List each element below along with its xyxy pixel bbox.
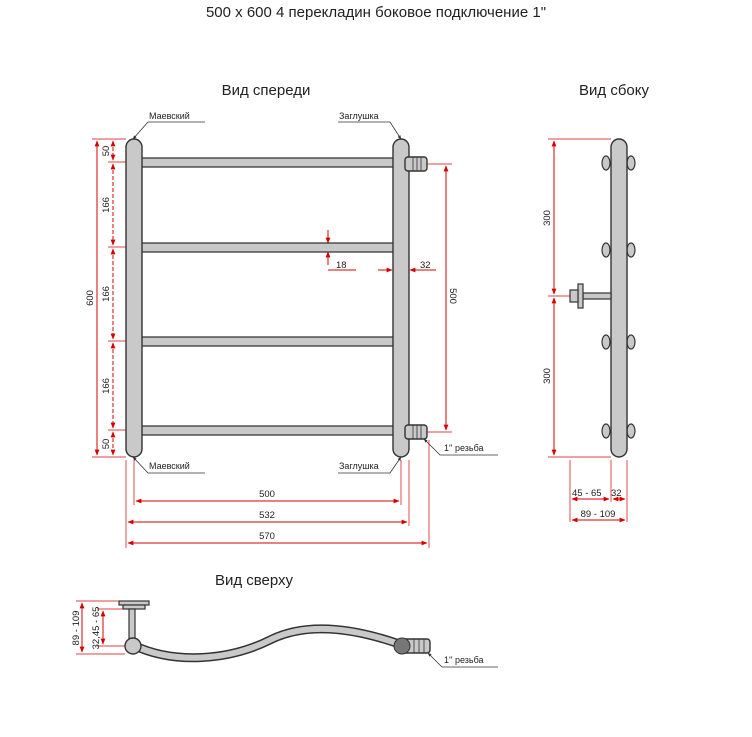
side-dim-300-bottom-label: 300 — [542, 368, 553, 384]
thread-front-label: 1'' резьба — [444, 443, 484, 453]
side-knob-right-3 — [627, 335, 635, 349]
front-view — [85, 82, 498, 548]
side-dim-300-top-label: 300 — [542, 210, 553, 226]
top-dim-32-45-65-label: 32,45 - 65 — [91, 606, 102, 650]
dim-166-b-label: 166 — [101, 286, 112, 302]
dim-50-top-label: 50 — [101, 145, 112, 157]
dim-532-label: 532 — [259, 510, 275, 521]
page-title: 500 x 600 4 перекладин боковое подключение 1" — [205, 4, 547, 21]
dim-570-label: 570 — [259, 531, 275, 542]
side-bracket-base — [570, 290, 578, 302]
left-vertical-pipe — [126, 139, 142, 457]
dim-500-vertical-label: 500 — [447, 288, 458, 304]
side-knob-right-1 — [627, 156, 635, 170]
side-view-heading: Вид сбоку — [579, 82, 649, 99]
side-dim-32-label: 32 — [611, 488, 622, 499]
top-view — [71, 572, 498, 667]
side-knob-left-1 — [602, 156, 610, 170]
top-view-heading: Вид сверху — [214, 572, 294, 589]
side-knob-left-3 — [602, 335, 610, 349]
dim-166-c-label: 166 — [101, 378, 112, 394]
plug-top-label: Заглушка — [339, 111, 379, 121]
side-dim-45-65-label: 45 - 65 — [572, 488, 602, 499]
top-bracket-arm — [129, 609, 135, 642]
side-bracket-arm — [583, 293, 611, 299]
bottom-connector — [405, 425, 427, 439]
top-left-pipe-end — [125, 638, 141, 654]
dim-600-label: 600 — [85, 290, 96, 306]
side-dim-89-109-label: 89 - 109 — [580, 509, 616, 520]
dim-50-bottom-label: 50 — [101, 438, 112, 450]
plug-bottom-label: Заглушка — [339, 461, 379, 471]
dim-166-a-label: 166 — [101, 197, 112, 213]
right-vertical-pipe — [393, 139, 409, 457]
side-knob-right-2 — [627, 243, 635, 257]
crossbar-4 — [138, 426, 400, 435]
plug-top-leader — [338, 122, 401, 139]
maevsky-bottom-label: Маевский — [149, 461, 190, 471]
top-connector — [405, 157, 427, 171]
front-view-heading: Вид спереди — [221, 82, 311, 99]
dim-18-label: 18 — [336, 260, 347, 271]
maevsky-top-label: Маевский — [149, 111, 190, 121]
crossbar-3 — [138, 337, 400, 346]
crossbar-2 — [138, 243, 400, 252]
top-dim-89-109-label: 89 - 109 — [71, 610, 82, 646]
side-bracket-plate — [578, 284, 583, 308]
thread-top-label: 1'' резьба — [444, 655, 484, 665]
side-knob-left-4 — [602, 424, 610, 438]
crossbar-1 — [138, 158, 400, 167]
side-vertical-pipe — [611, 139, 627, 457]
side-view — [542, 82, 649, 522]
maevsky-top-leader — [133, 122, 205, 139]
side-knob-right-4 — [627, 424, 635, 438]
side-knob-left-2 — [602, 243, 610, 257]
top-right-pipe-end — [394, 638, 410, 654]
dim-32-label: 32 — [420, 260, 431, 271]
dim-500-label: 500 — [259, 489, 275, 500]
